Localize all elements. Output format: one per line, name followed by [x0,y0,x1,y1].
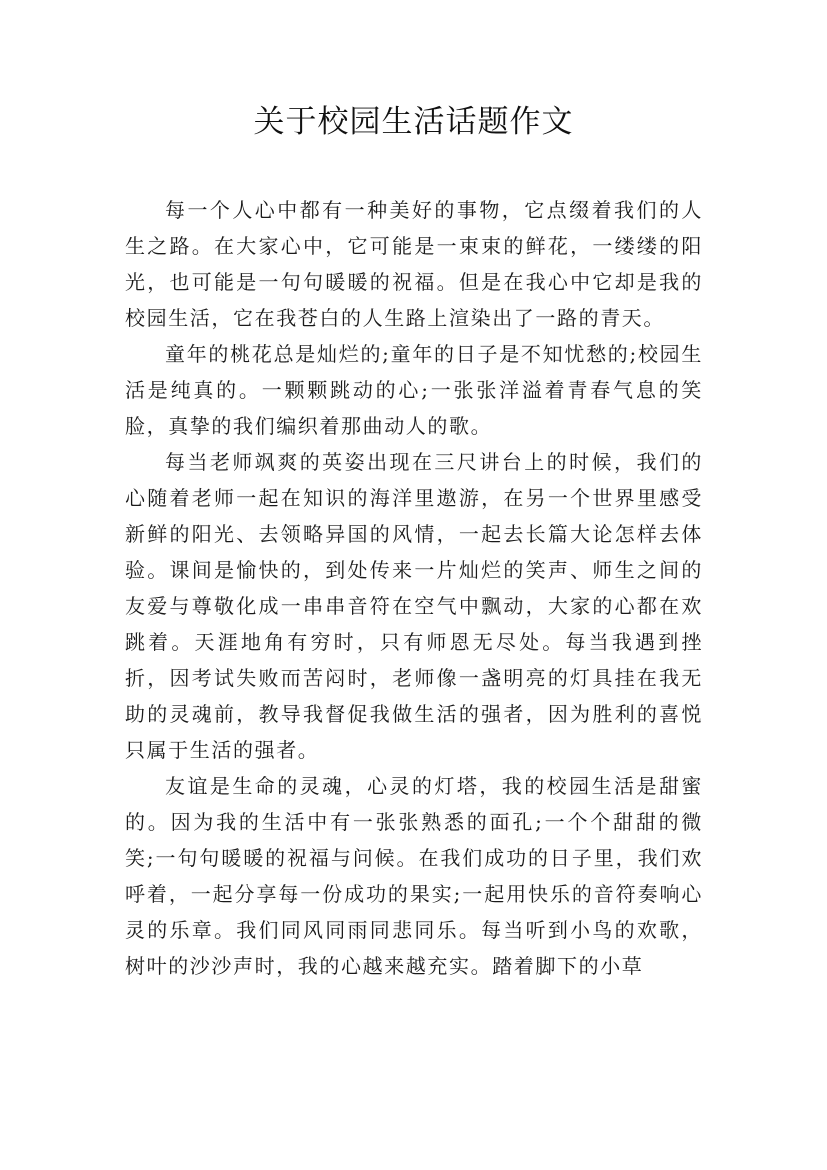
paragraph-3: 每当老师飒爽的英姿出现在三尺讲台上的时候，我们的心随着老师一起在知识的海洋里遨游，在另一个世界里感受新鲜的阳光、去领略异国的风情，一起去长篇大论怎样去体验。课间是愉快的，到处传来一片灿烂的笑声、师生之间的友爱与尊敬化成一串串音符在空气中飘动，大家的心都在欢跳着。天涯地角有穷时，只有师恩无尽处。每当我遇到挫折，因考试失败而苦闷时，老师像一盏明亮的灯具挂在我无助的灵魂前，教导我督促我做生活的强者，因为胜利的喜悦只属于生活的强者。 [125,450,703,762]
document-body [125,192,703,984]
paragraph-1: 每一个人心中都有一种美好的事物，它点缀着我们的人生之路。在大家心中，它可能是一束束的鲜花，一缕缕的阳光，也可能是一句句暖暖的祝福。但是在我心中它却是我的校园生活，它在我苍白的人生路上渲染出了一路的青天。 [125,198,703,330]
document-title: 关于校园生活话题作文 [253,104,574,140]
paragraph-4: 友谊是生命的灵魂，心灵的灯塔，我的校园生活是甜蜜的。因为我的生活中有一张张熟悉的面孔;一个个甜甜的微笑;一句句暖暖的祝福与问候。在我们成功的日子里，我们欢呼着，一起分享每一份成功的果实;一起用快乐的音符奏响心灵的乐章。我们同风同雨同悲同乐。每当听到小鸟的欢歌，树叶的沙沙声时，我的心越来越充实。踏着脚下的小草 [125,774,703,978]
paragraph-2: 童年的桃花总是灿烂的;童年的日子是不知忧愁的;校园生活是纯真的。一颗颗跳动的心;一张张洋溢着青春气息的笑脸，真挚的我们编织着那曲动人的歌。 [125,342,703,438]
